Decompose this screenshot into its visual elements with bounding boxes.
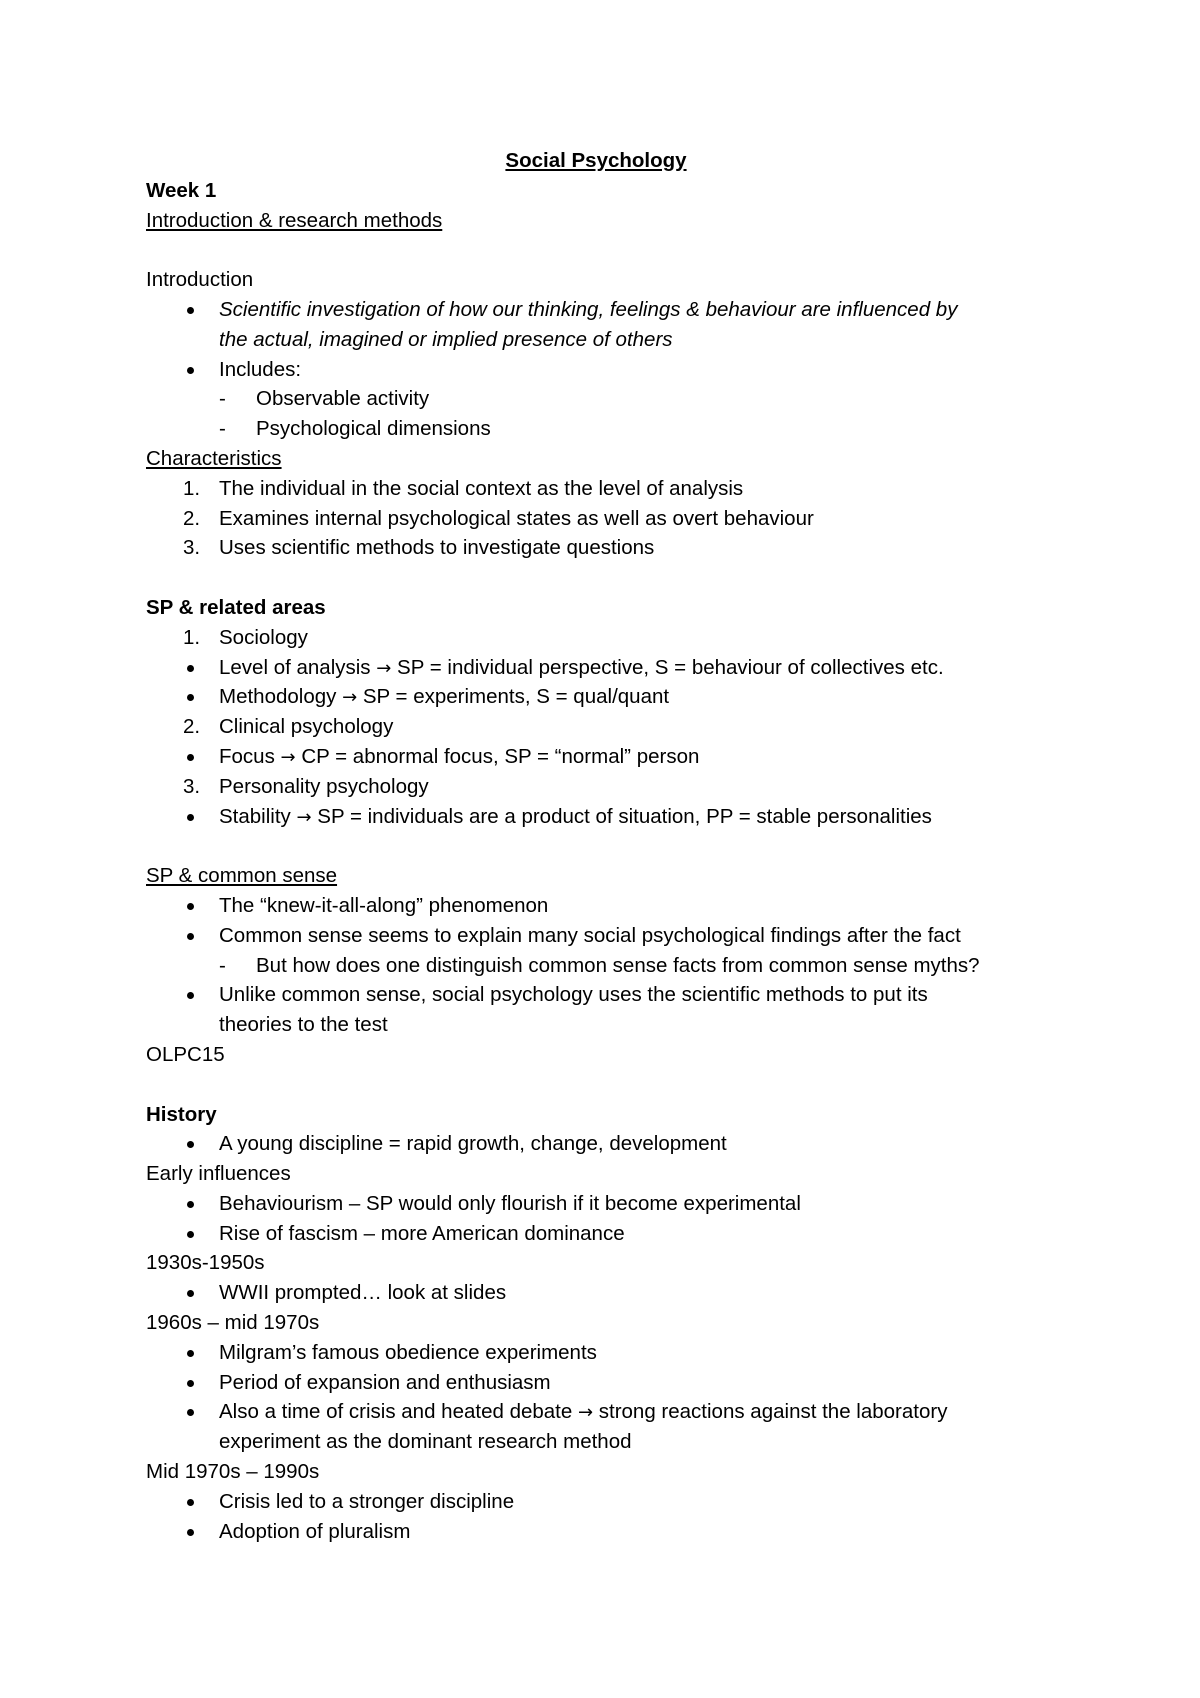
list-item: Methodology → SP = experiments, S = qual/quant xyxy=(146,682,1066,712)
list-item-continuation: experiment as the dominant research method xyxy=(219,1430,632,1454)
numbered-item: 3. Uses scientific methods to investigate questions xyxy=(183,536,655,560)
related-areas-heading: SP & related areas xyxy=(146,595,326,619)
list-item: A young discipline = rapid growth, change, development xyxy=(146,1129,1066,1159)
numbered-item: 2. Clinical psychology xyxy=(183,715,394,739)
list-item: Scientific investigation of how our thinking, feelings & behaviour are influenced by xyxy=(146,295,1066,325)
list-item: Milgram’s famous obedience experiments xyxy=(146,1338,1066,1368)
numbered-item: 1. The individual in the social context as the level of analysis xyxy=(183,476,744,500)
list-item: Rise of fascism – more American dominance xyxy=(146,1219,1066,1249)
list-item: Period of expansion and enthusiasm xyxy=(146,1368,1066,1398)
list-item: Level of analysis → SP = individual perspective, S = behaviour of collectives etc. xyxy=(146,653,1066,683)
dash-item: - Observable activity xyxy=(219,387,430,411)
period-label: 1930s-1950s xyxy=(146,1251,265,1275)
list-item: Also a time of crisis and heated debate → strong reactions against the laboratory xyxy=(146,1397,1066,1427)
list-item: Crisis led to a stronger discipline xyxy=(146,1487,1066,1517)
list-item: Focus → CP = abnormal focus, SP = “normal” person xyxy=(146,742,1066,772)
arrow-right-icon: → xyxy=(342,687,358,709)
period-label: Mid 1970s – 1990s xyxy=(146,1460,320,1484)
list-item: Unlike common sense, social psychology uses the scientific methods to put its xyxy=(146,980,1066,1010)
dash-item: - But how does one distinguish common sense facts from common sense myths? xyxy=(219,953,980,977)
list-item: Adoption of pluralism xyxy=(146,1517,1066,1547)
arrow-right-icon: → xyxy=(376,657,392,679)
list-item: Common sense seems to explain many social psychological findings after the fact xyxy=(146,921,1066,951)
numbered-item: 3. Personality psychology xyxy=(183,774,429,798)
arrow-right-icon: → xyxy=(280,746,296,768)
page-title: Social Psychology xyxy=(505,149,687,172)
list-item: WWII prompted… look at slides xyxy=(146,1278,1066,1308)
list-item: Stability → SP = individuals are a product of situation, PP = stable personalities xyxy=(146,802,1066,832)
list-item-continuation: theories to the test xyxy=(219,1013,388,1037)
common-sense-heading: SP & common sense xyxy=(146,864,338,888)
reference-code: OLPC15 xyxy=(146,1042,225,1066)
arrow-right-icon: → xyxy=(296,806,312,828)
arrow-right-icon: → xyxy=(577,1402,594,1424)
history-heading: History xyxy=(146,1102,217,1126)
list-item: Behaviourism – SP would only flourish if it become experimental xyxy=(146,1189,1066,1219)
characteristics-heading: Characteristics xyxy=(146,446,282,470)
week-label: Week 1 xyxy=(146,178,217,202)
period-label: Early influences xyxy=(146,1162,291,1186)
document-body xyxy=(146,146,1066,1546)
section-subtitle: Introduction & research methods xyxy=(146,208,443,232)
numbered-item: 2. Examines internal psychological states as well as overt behaviour xyxy=(183,506,814,530)
numbered-item: 1. Sociology xyxy=(183,625,308,649)
list-item: The “knew-it-all-along” phenomenon xyxy=(146,891,1066,921)
dash-item: - Psychological dimensions xyxy=(219,417,491,441)
list-item-continuation: the actual, imagined or implied presence of others xyxy=(219,327,673,351)
list-item: Includes: xyxy=(146,355,1066,385)
intro-heading: Introduction xyxy=(146,268,254,292)
period-label: 1960s – mid 1970s xyxy=(146,1311,320,1335)
